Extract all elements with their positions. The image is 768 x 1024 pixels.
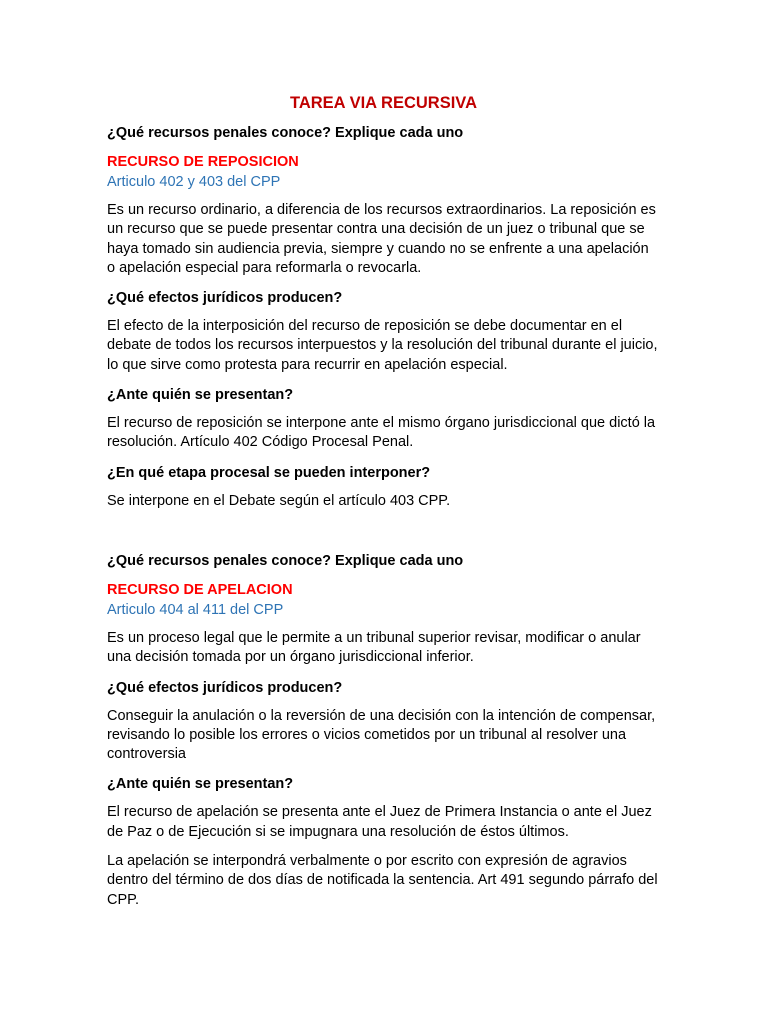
section-reposicion: [107, 123, 660, 511]
question-ante-quien: ¿Ante quién se presentan?: [107, 776, 294, 793]
articulo-reference: Articulo 402 y 403 del CPP: [107, 174, 281, 190]
question-recursos: ¿Qué recursos penales conoce? Explique cada uno: [107, 125, 464, 141]
recurso-heading: RECURSO DE APELACION: [107, 581, 293, 598]
question-efectos: ¿Qué efectos jurídicos producen?: [107, 679, 343, 696]
question-etapa: ¿En qué etapa procesal se pueden interponer?: [107, 464, 431, 481]
answer-ante-quien: El recurso de apelación se presenta ante el Juez de Primera Instancia o ante el Juez de Paz o de Ejecución si se impugnara una resolución de éstos últimos.: [107, 804, 652, 840]
answer-efectos: Conseguir la anulación o la reversión de una decisión con la intención de compensar, revisando lo posible los errores o vicios cometidos por un tribunal al resolver una controversia: [107, 707, 656, 763]
recurso-heading: RECURSO DE REPOSICION: [107, 154, 299, 170]
answer-ante-quien-extra: La apelación se interpondrá verbalmente o por escrito con expresión de agravios dentro del término de dos días de notificada la sentencia. Art 491 segundo párrafo del CPP.: [107, 853, 658, 908]
document-title: TAREA VIA RECURSIVA: [289, 94, 477, 112]
articulo-reference: Articulo 404 al 411 del CPP: [107, 601, 284, 618]
section-spacer: [107, 521, 660, 551]
question-efectos: ¿Qué efectos jurídicos producen?: [107, 290, 343, 307]
question-recursos: ¿Qué recursos penales conoce? Explique cada uno: [107, 552, 464, 569]
recurso-description: Es un recurso ordinario, a diferencia de los recursos extraordinarios. La reposición es un recurso que se puede presentar contra una decisión de un juez o tribunal que se haya tomado sin audiencia previa, siempre y cuando no se enfrente a una apelación o apelación especial para reformarla o revocarla.: [107, 202, 656, 276]
question-ante-quien: ¿Ante quién se presentan?: [107, 387, 294, 404]
answer-efectos: El efecto de la interposición del recurso de reposición se debe documentar en el debate de todos los recursos interpuestos y la resolución del tribunal durante el juicio, lo que sirve como protesta para recurrir en apelación especial.: [107, 318, 658, 373]
answer-ante-quien: El recurso de reposición se interpone ante el mismo órgano jurisdiccional que dictó la resolución. Artículo 402 Código Procesal Penal.: [107, 415, 656, 451]
section-apelacion: [107, 551, 660, 910]
answer-etapa: Se interpone en el Debate según el artículo 403 CPP.: [107, 492, 451, 509]
recurso-description: Es un proceso legal que le permite a un tribunal superior revisar, modificar o anular una decisión tomada por un órgano jurisdiccional inferior.: [107, 629, 641, 666]
